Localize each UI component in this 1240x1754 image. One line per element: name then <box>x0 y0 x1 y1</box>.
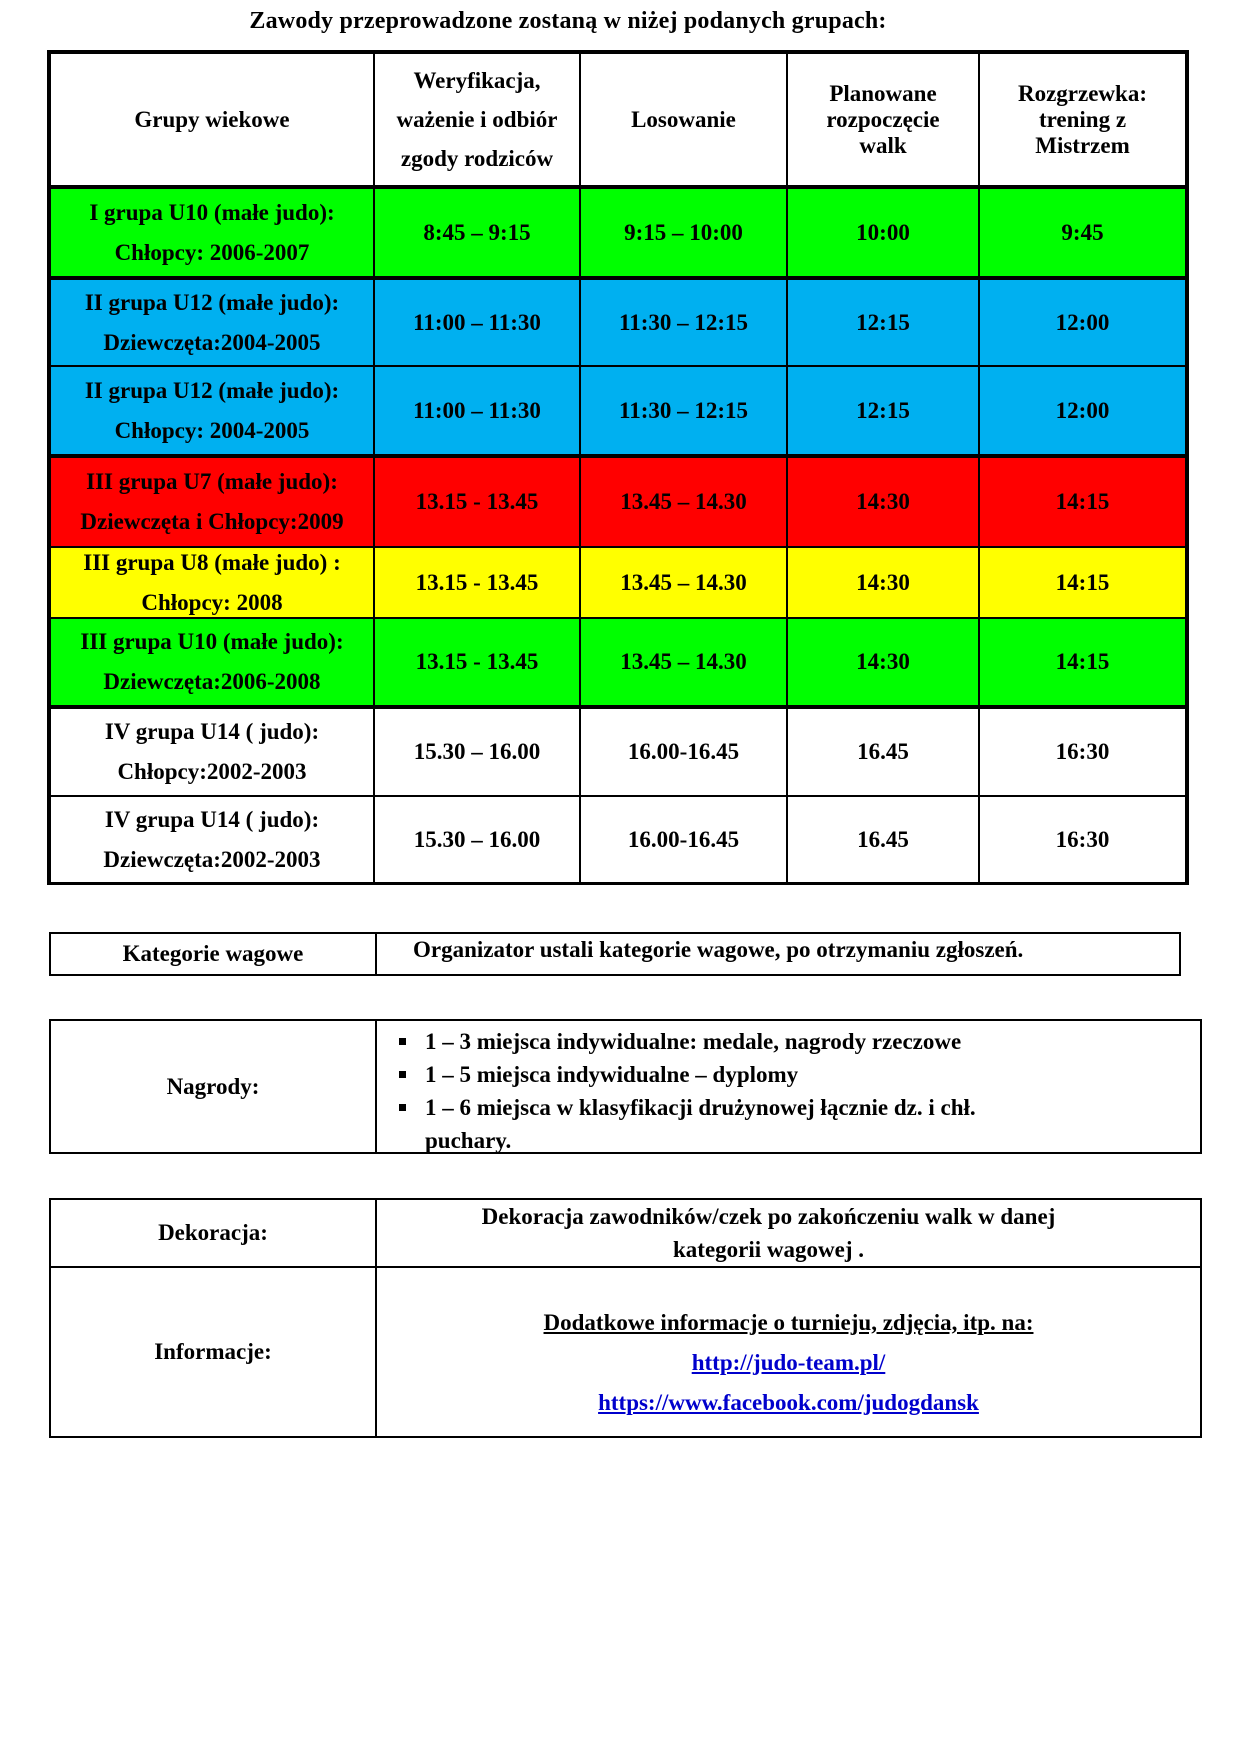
age-group-cell: III grupa U8 (małe judo) : Chłopcy: 2008 <box>51 548 375 617</box>
weighin-time-cell: 13.15 - 13.45 <box>375 619 581 705</box>
prize-item: 1 – 3 miejsca indywidualne: medale, nagrody rzeczowe <box>399 1025 1200 1058</box>
header-age-groups <box>51 54 375 185</box>
prizes-label: Nagrody: <box>51 1021 377 1152</box>
prizes-content <box>377 1021 1200 1152</box>
weight-categories-label: Kategorie wagowe <box>51 934 377 974</box>
header-text: Rozgrzewka: trening z Mistrzem <box>1017 80 1147 158</box>
decoration-label: Dekoracja: <box>51 1200 377 1266</box>
start-time-cell: 14:30 <box>788 548 980 617</box>
schedule-row <box>51 546 1185 617</box>
start-time-cell: 14:30 <box>788 619 980 705</box>
header-planned-start <box>788 54 980 185</box>
draw-time-cell: 9:15 – 10:00 <box>581 189 788 276</box>
prizes-list <box>377 1021 1200 1157</box>
age-group-cell: IV grupa U14 ( judo): Dziewczęta:2002-2003 <box>51 797 375 882</box>
decoration-info-box <box>49 1198 1202 1438</box>
start-time-cell: 12:15 <box>788 367 980 454</box>
age-group-cell: II grupa U12 (małe judo): Chłopcy: 2004-2005 <box>51 367 375 454</box>
facebook-link[interactable]: https://www.facebook.com/judogdansk <box>598 1390 979 1415</box>
prize-item: 1 – 5 miejsca indywidualne – dyplomy <box>399 1058 1200 1091</box>
header-draw <box>581 54 788 185</box>
start-time-cell: 10:00 <box>788 189 980 276</box>
schedule-row <box>51 365 1185 454</box>
weighin-time-cell: 11:00 – 11:30 <box>375 280 581 365</box>
age-group-cell: III grupa U10 (małe judo): Dziewczęta:2006-2008 <box>51 619 375 705</box>
draw-time-cell: 13.45 – 14.30 <box>581 619 788 705</box>
prize-item: 1 – 6 miejsca w klasyfikacji drużynowej łącznie dz. i chł. <box>399 1091 1200 1124</box>
schedule-row <box>51 705 1185 795</box>
start-time-cell: 14:30 <box>788 458 980 546</box>
header-text: Grupy wiekowe <box>134 106 290 132</box>
warmup-time-cell: 14:15 <box>1055 569 1110 595</box>
schedule-row <box>51 454 1185 546</box>
header-text: Weryfikacja, ważenie i odbiór zgody rodziców <box>396 68 558 171</box>
schedule-row <box>51 795 1185 882</box>
header-text: Losowanie <box>631 106 736 132</box>
warmup-time-cell: 12:00 <box>1055 309 1110 335</box>
draw-time-cell: 13.45 – 14.30 <box>581 458 788 546</box>
weighin-time-cell: 15.30 – 16.00 <box>375 797 581 882</box>
info-content <box>377 1268 1200 1436</box>
weighin-time-cell: 13.15 - 13.45 <box>375 458 581 546</box>
weight-categories-box <box>49 932 1181 976</box>
schedule-row <box>51 185 1185 276</box>
schedule-header-row <box>51 54 1185 185</box>
header-verification <box>375 54 581 185</box>
warmup-time-cell: 16:30 <box>1055 826 1110 852</box>
weighin-time-cell: 8:45 – 9:15 <box>375 189 581 276</box>
square-bullet-icon <box>399 1071 406 1078</box>
age-group-cell: II grupa U12 (małe judo): Dziewczęta:2004-2005 <box>51 280 375 365</box>
square-bullet-icon <box>399 1104 406 1111</box>
weighin-time-cell: 11:00 – 11:30 <box>375 367 581 454</box>
age-group-cell: III grupa U7 (małe judo): Dziewczęta i Chłopcy:2009 <box>51 458 375 546</box>
draw-time-cell: 13.45 – 14.30 <box>581 548 788 617</box>
decoration-text: Dekoracja zawodników/czek po zakończeniu walk w danej kategorii wagowej . <box>481 1204 1056 1262</box>
warmup-time-cell: 14:15 <box>1055 649 1110 674</box>
start-time-cell: 16.45 <box>788 709 980 795</box>
warmup-time-cell: 12:00 <box>1055 397 1110 423</box>
prizes-box <box>49 1019 1202 1154</box>
website-link[interactable]: http://judo-team.pl/ <box>691 1350 886 1375</box>
weighin-time-cell: 13.15 - 13.45 <box>375 548 581 617</box>
info-row <box>51 1268 1200 1436</box>
decoration-row <box>51 1200 1200 1268</box>
schedule-row <box>51 276 1185 365</box>
header-text: Planowane rozpoczęcie walk <box>826 80 940 158</box>
weighin-time-cell: 15.30 – 16.00 <box>375 709 581 795</box>
warmup-time-cell: 16:30 <box>1055 739 1110 764</box>
draw-time-cell: 11:30 – 12:15 <box>581 280 788 365</box>
warmup-time-cell: 14:15 <box>1055 489 1110 514</box>
start-time-cell: 12:15 <box>788 280 980 365</box>
warmup-time-cell: 9:45 <box>1061 219 1104 245</box>
prize-item-continuation: puchary. <box>425 1128 512 1153</box>
info-label: Informacje: <box>51 1268 377 1436</box>
draw-time-cell: 11:30 – 12:15 <box>581 367 788 454</box>
start-time-cell: 16.45 <box>788 797 980 882</box>
schedule-row <box>51 617 1185 705</box>
info-heading: Dodatkowe informacje o turnieju, zdjęcia, itp. na: <box>543 1310 1034 1335</box>
weight-categories-text: Organizator ustali kategorie wagowe, po otrzymaniu zgłoszeń. <box>413 937 1024 962</box>
schedule-table <box>47 50 1189 885</box>
age-group-cell: IV grupa U14 ( judo): Chłopcy:2002-2003 <box>51 709 375 795</box>
age-group-cell: I grupa U10 (małe judo): Chłopcy: 2006-2007 <box>51 189 375 276</box>
draw-time-cell: 16.00-16.45 <box>581 709 788 795</box>
page-title: Zawody przeprowadzone zostaną w niżej podanych grupach: <box>249 8 887 34</box>
draw-time-cell: 16.00-16.45 <box>581 797 788 882</box>
header-warmup <box>980 54 1185 185</box>
square-bullet-icon <box>399 1038 406 1045</box>
